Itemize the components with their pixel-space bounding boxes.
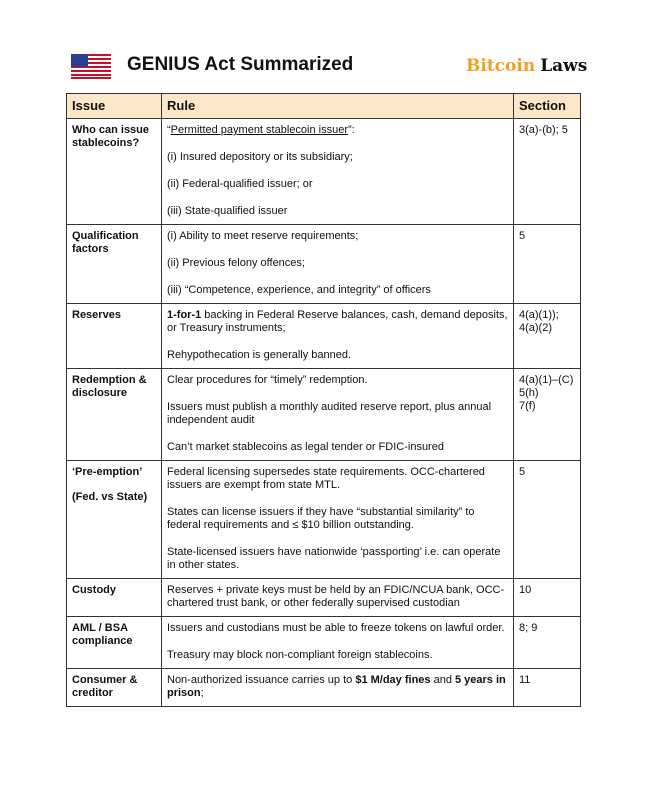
rule-line: (iii) State-qualified issuer (167, 205, 288, 217)
rule-cell (162, 119, 514, 225)
table-row (67, 617, 581, 669)
rule-line: (ii) Previous felony offences; (167, 257, 305, 269)
issue-cell: AML / BSA compliance (67, 617, 162, 669)
rule-line: Clear procedures for “timely” redemption. (167, 374, 368, 386)
header-section: Section (514, 94, 581, 119)
us-flag-icon (71, 54, 111, 79)
section-cell: 3(a)-(b); 5 (514, 119, 581, 225)
rule-cell (162, 225, 514, 304)
page-title: GENIUS Act Summarized (127, 54, 354, 75)
issue-cell (67, 461, 162, 579)
issue-cell: Consumer & creditor (67, 669, 162, 707)
rule-line: 1-for-1 backing in Federal Reserve balances, cash, demand deposits, or Treasury instruments; (167, 309, 508, 334)
table-row (67, 369, 581, 461)
table-row (67, 669, 581, 707)
issue-cell: Qualification factors (67, 225, 162, 304)
issue-cell: Custody (67, 579, 162, 617)
rule-line: (iii) “Competence, experience, and integrity” of officers (167, 284, 431, 296)
rule-cell (162, 669, 514, 707)
issue-subtitle: (Fed. vs State) (72, 491, 148, 503)
section-cell: 11 (514, 669, 581, 707)
table-row (67, 461, 581, 579)
rule-line: (i) Ability to meet reserve requirements; (167, 230, 359, 242)
rule-line: (ii) Federal-qualified issuer; or (167, 178, 313, 190)
brand-word-2: Laws (540, 56, 588, 76)
rule-line: Issuers and custodians must be able to freeze tokens on lawful order. (167, 622, 505, 634)
rule-line: State-licensed issuers have nationwide ‘passporting’ i.e. can operate in other states. (167, 546, 501, 571)
rule-line: Non-authorized issuance carries up to $1 M/day fines and 5 years in prison; (167, 674, 506, 699)
rule-line: “Permitted payment stablecoin issuer”: (167, 124, 355, 136)
rule-line: States can license issuers if they have “substantial similarity” to federal requirements and ≤ $10 billion outstanding. (167, 506, 475, 531)
issue-cell: Redemption & disclosure (67, 369, 162, 461)
table-row (67, 579, 581, 617)
table-row (67, 119, 581, 225)
rule-line: Treasury may block non-compliant foreign stablecoins. (167, 649, 433, 661)
table-row (67, 304, 581, 369)
brand-word-1: Bitcoin (466, 56, 536, 76)
rule-line: Rehypothecation is generally banned. (167, 349, 352, 361)
rule-line: (i) Insured depository or its subsidiary; (167, 151, 353, 163)
rule-line: Federal licensing supersedes state requirements. OCC-chartered issuers are exempt from state MTL. (167, 466, 485, 491)
rule-cell (162, 461, 514, 579)
header (0, 0, 645, 92)
section-cell: 5 (514, 225, 581, 304)
header-issue: Issue (67, 94, 162, 119)
brand-logo (466, 56, 587, 76)
rule-cell (162, 369, 514, 461)
rule-cell (162, 579, 514, 617)
rule-cell (162, 304, 514, 369)
section-cell: 10 (514, 579, 581, 617)
section-cell: 4(a)(1)–(C) 5(h) 7(f) (514, 369, 581, 461)
rule-line: Issuers must publish a monthly audited reserve report, plus annual independent audit (167, 401, 492, 426)
summary-table (66, 93, 581, 707)
rule-line: Can’t market stablecoins as legal tender or FDIC-insured (167, 441, 444, 453)
table-row (67, 225, 581, 304)
rule-line: Reserves + private keys must be held by an FDIC/NCUA bank, OCC-chartered trust bank, or other federally supervised custodian (167, 584, 505, 609)
issue-cell: Who can issue stablecoins? (67, 119, 162, 225)
issue-title: ‘Pre-emption’ (72, 466, 143, 478)
issue-cell: Reserves (67, 304, 162, 369)
section-cell: 5 (514, 461, 581, 579)
table-header-row (67, 94, 581, 119)
header-rule: Rule (162, 94, 514, 119)
rule-cell (162, 617, 514, 669)
section-cell: 4(a)(1)); 4(a)(2) (514, 304, 581, 369)
section-cell: 8; 9 (514, 617, 581, 669)
